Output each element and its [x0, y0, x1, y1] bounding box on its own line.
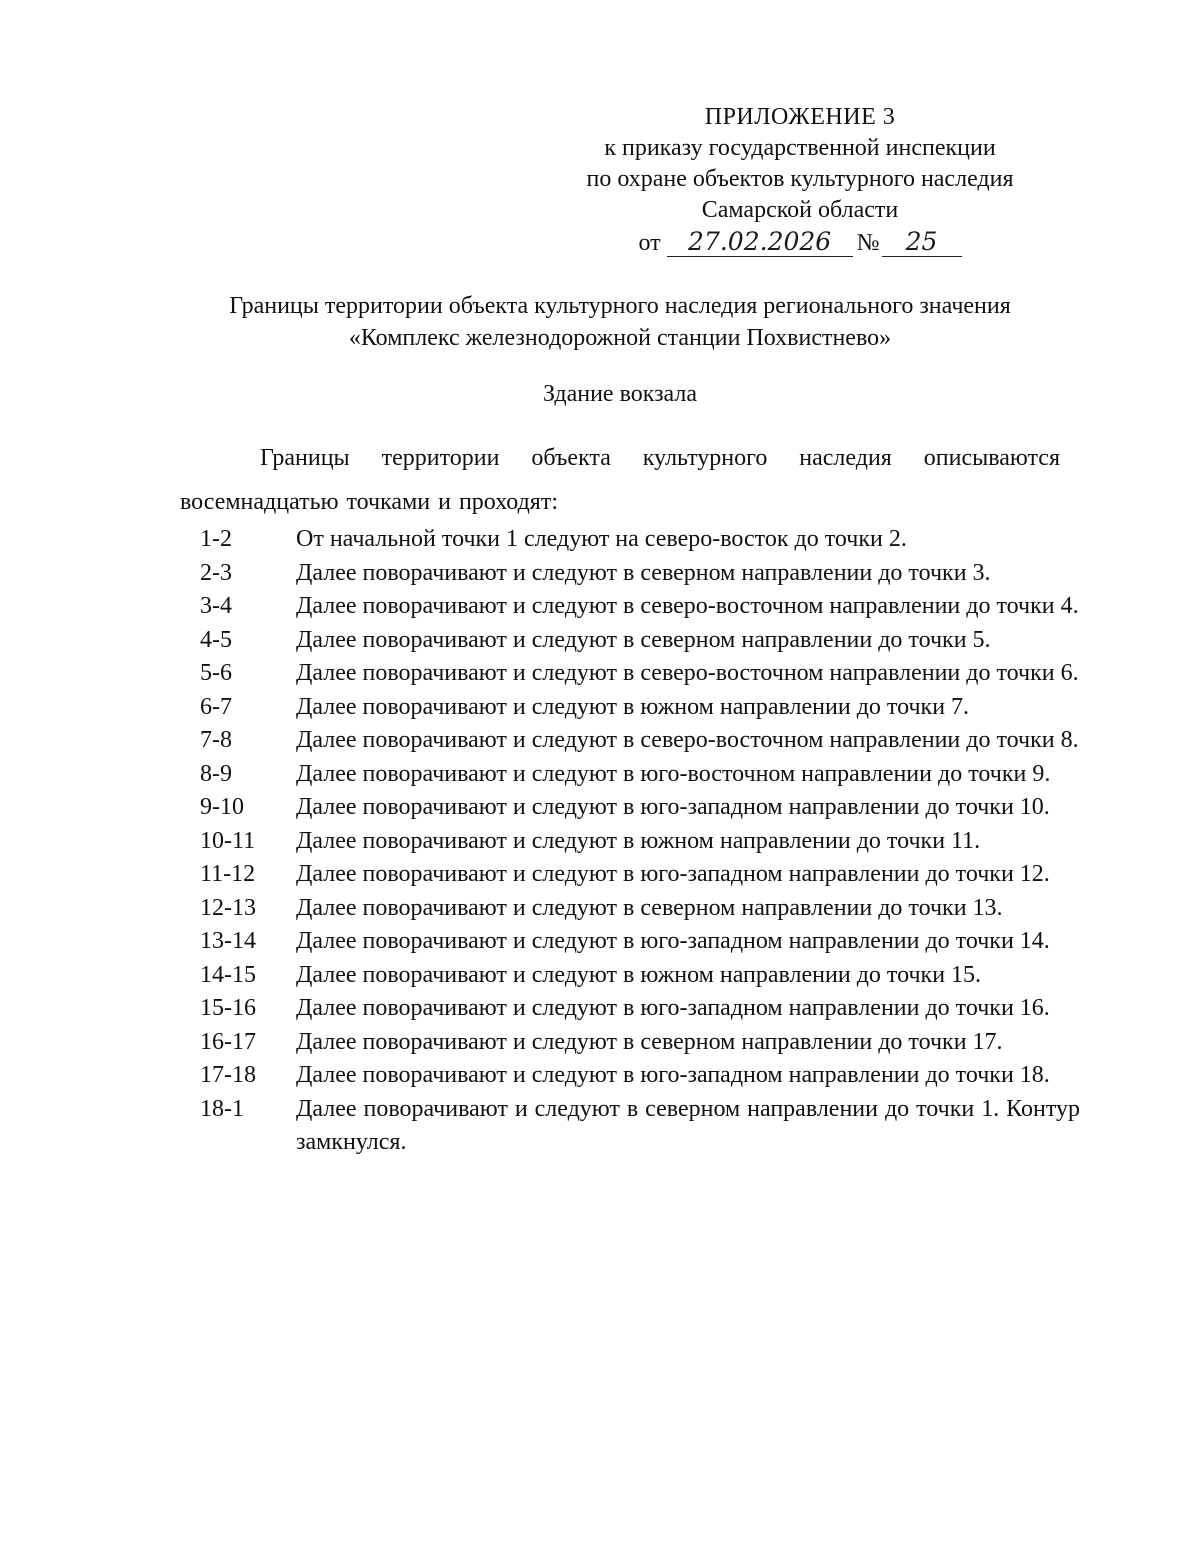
segment-description: Далее поворачивают и следуют в северном направлении до точки 13. — [296, 894, 1003, 921]
segment-code: 11-12 — [200, 861, 256, 887]
appendix-header — [560, 102, 1040, 259]
boundary-segment — [200, 523, 1080, 557]
segment-code: 18-1 — [200, 1095, 244, 1122]
boundary-segment — [200, 557, 1080, 591]
segment-description: Далее поворачивают и следуют в северо-восточном направлении до точки 4. — [296, 593, 1079, 619]
boundary-segment — [200, 1026, 1080, 1060]
segment-code: 6-7 — [200, 693, 232, 720]
segment-description: Далее поворачивают и следуют в северо-восточном направлении до точки 6. — [296, 660, 1079, 686]
segment-code: 5-6 — [200, 660, 232, 686]
segment-code: 4-5 — [200, 626, 232, 653]
segment-description: Далее поворачивают и следуют в южном направлении до точки 11. — [296, 827, 981, 854]
boundary-segment — [200, 892, 1080, 926]
segment-code: 1-2 — [200, 526, 232, 552]
appendix-line-3: Самарской области — [701, 197, 899, 223]
segment-code: 16-17 — [200, 1028, 256, 1055]
boundary-segment — [200, 959, 1080, 993]
segment-description: Далее поворачивают и следуют в юго-западном направлении до точки 14. — [296, 928, 1050, 954]
segment-code: 14-15 — [200, 961, 256, 988]
segment-code: 15-16 — [200, 995, 256, 1021]
segment-code: 10-11 — [200, 827, 256, 854]
segment-code: 13-14 — [200, 928, 256, 954]
number-sign: № — [856, 230, 880, 256]
appendix-line-1: к приказу государственной инспекции — [604, 135, 996, 161]
segment-description: Далее поворачивают и следуют в южном направлении до точки 15. — [296, 961, 982, 988]
segment-code: 9-10 — [200, 794, 244, 820]
segment-code: 17-18 — [200, 1062, 256, 1088]
document-subtitle: Здание вокзала — [542, 381, 698, 407]
boundary-segment — [200, 825, 1080, 859]
boundary-segment — [200, 758, 1080, 792]
segment-description: Далее поворачивают и следуют в южном направлении до точки 7. — [296, 693, 970, 720]
order-date-line — [560, 228, 1040, 259]
handwritten-number: 25 — [882, 228, 962, 257]
document-title — [170, 290, 1070, 354]
segment-description: Далее поворачивают и следуют в юго-западном направлении до точки 12. — [296, 861, 1050, 887]
segment-description: Далее поворачивают и следуют в юго-западном направлении до точки 18. — [296, 1062, 1050, 1088]
appendix-line-2: по охране объектов культурного наследия — [586, 166, 1014, 192]
segment-description: Далее поворачивают и следуют в юго-западном направлении до точки 16. — [296, 995, 1050, 1021]
boundary-segment — [200, 724, 1080, 758]
segment-description: Далее поворачивают и следуют в северо-восточном направлении до точки 8. — [296, 727, 1079, 753]
boundary-segment — [200, 691, 1080, 725]
segment-description: Далее поворачивают и следуют в северном направлении до точки 1. Контур замкнулся. — [296, 1095, 1080, 1155]
boundary-segment — [200, 791, 1080, 825]
date-prefix: от — [638, 230, 661, 256]
document-title-line-2: «Комплекс железнодорожной станции Похвистнево» — [348, 325, 892, 351]
boundary-segment — [200, 657, 1080, 691]
document-title-line-1: Границы территории объекта культурного наследия регионального значения — [229, 293, 1011, 319]
segment-description: Далее поворачивают и следуют в северном направлении до точки 3. — [296, 559, 991, 586]
boundary-segment — [200, 992, 1080, 1026]
segment-code: 3-4 — [200, 593, 232, 619]
segment-code: 2-3 — [200, 559, 232, 586]
segment-description: Далее поворачивают и следуют в юго-западном направлении до точки 10. — [296, 794, 1050, 820]
boundary-segment — [200, 624, 1080, 658]
segment-description: Далее поворачивают и следуют в юго-восточном направлении до точки 9. — [296, 760, 1051, 787]
intro-paragraph: Границы территории объекта культурного наследия описываются восемнадцатью точками и проходят: — [180, 445, 1060, 515]
appendix-title: ПРИЛОЖЕНИЕ 3 — [704, 104, 896, 130]
segment-code: 8-9 — [200, 760, 232, 787]
boundary-segment — [200, 1093, 1080, 1160]
boundary-segment-list — [200, 523, 1080, 1160]
handwritten-date: 27.02.2026 — [667, 228, 853, 257]
boundary-segment — [200, 858, 1080, 892]
segment-code: 7-8 — [200, 727, 232, 753]
boundary-segment — [200, 925, 1080, 959]
segment-description: Далее поворачивают и следуют в северном направлении до точки 5. — [296, 626, 991, 653]
segment-code: 12-13 — [200, 894, 256, 921]
boundary-segment — [200, 590, 1080, 624]
segment-description: От начальной точки 1 следуют на северо-восток до точки 2. — [296, 526, 907, 552]
segment-description: Далее поворачивают и следуют в северном направлении до точки 17. — [296, 1028, 1003, 1055]
boundary-segment — [200, 1059, 1080, 1093]
